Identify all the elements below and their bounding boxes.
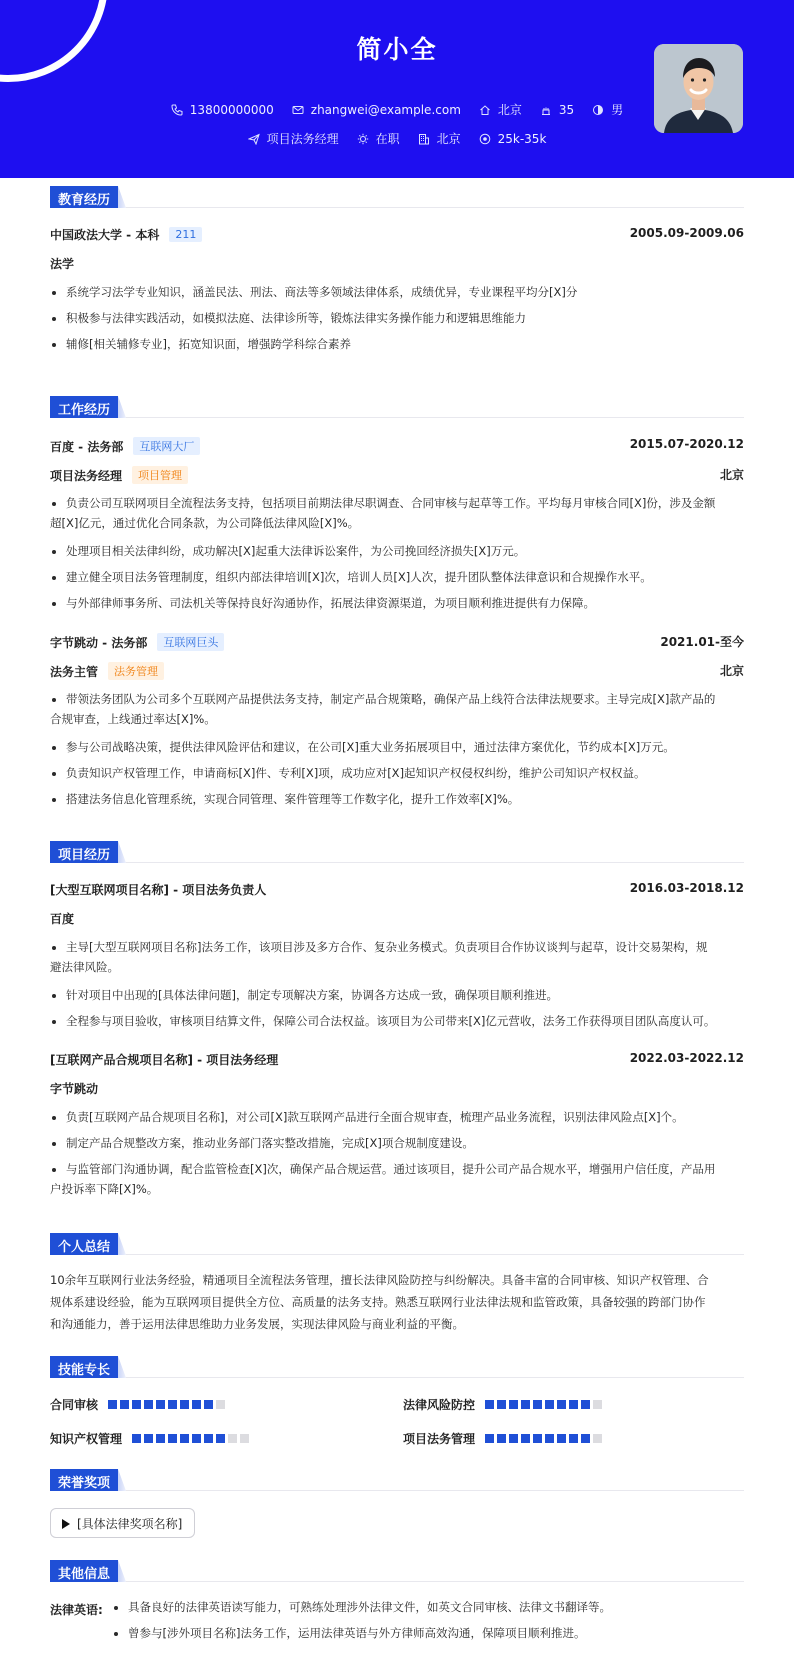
- skill-square-filled: [144, 1400, 153, 1409]
- work-company-line: [50, 633, 744, 651]
- skill-square-filled: [180, 1400, 189, 1409]
- skill-square-filled: [497, 1400, 506, 1409]
- education-section: [50, 186, 744, 351]
- education-header: [50, 186, 744, 208]
- skill-square-filled: [545, 1434, 554, 1443]
- list-item: 建立健全项目法务管理制度，组织内部法律培训[X]次，培训人员[X]人次，提升团队整体法律意识和合规操作水平。: [50, 567, 744, 587]
- skill-square-filled: [156, 1400, 165, 1409]
- list-item: 负责公司互联网项目全流程法务支持，包括项目前期法律尽职调查、合同审核与起草等工作。平均每月审核合同[X]份，涉及金额: [50, 493, 744, 513]
- education-major: 法学: [50, 257, 75, 271]
- education-school-line: [50, 226, 744, 243]
- project-section: [50, 841, 744, 1196]
- gender-text: 男: [611, 103, 624, 117]
- education-title: 教育经历: [50, 186, 118, 208]
- email-item: [292, 103, 461, 117]
- list-item: 系统学习法学专业知识，涵盖民法、刑法、商法等多领域法律体系，成绩优异，专业课程平均分[X]分: [50, 282, 744, 302]
- skill-square-filled: [485, 1434, 494, 1443]
- skill-square-empty: [593, 1400, 602, 1409]
- skill-square-empty: [228, 1434, 237, 1443]
- other-section: [50, 1560, 744, 1640]
- list-item: 具备良好的法律英语读写能力，可熟练处理涉外法律文件，如英文合同审核、法律文书翻译等。: [112, 1597, 744, 1617]
- skill-name: 法律风险防控: [403, 1398, 476, 1412]
- company-name: 字节跳动 - 法务部: [50, 636, 148, 650]
- skill-square-filled: [204, 1434, 213, 1443]
- project-title-line: [50, 881, 744, 898]
- other-title: 其他信息: [50, 1560, 118, 1582]
- list-item: 曾参与[涉外项目名称]法务工作，运用法律英语与外方律师高效沟通，保障项目顺利推进。: [112, 1623, 744, 1643]
- list-item: 处理项目相关法律纠纷，成功解决[X]起重大法律诉讼案件，为公司挽回经济损失[X]万元。: [50, 541, 744, 561]
- work-date: 2021.01-至今: [660, 635, 744, 649]
- age-item: [540, 103, 574, 117]
- skill-square-filled: [192, 1434, 201, 1443]
- age-icon: [540, 104, 552, 116]
- skill-square-filled: [168, 1434, 177, 1443]
- project-title: 项目经历: [50, 841, 118, 863]
- salary-icon: [479, 133, 491, 145]
- avatar-portrait: [654, 44, 743, 133]
- send-icon: [248, 133, 260, 145]
- skill-square-filled: [180, 1434, 189, 1443]
- skill-square-filled: [156, 1434, 165, 1443]
- other-label: 法律英语:: [50, 1603, 103, 1617]
- work-date: 2015.07-2020.12: [629, 437, 744, 451]
- skill-square-filled: [132, 1434, 141, 1443]
- summary-line: 10余年互联网行业法务经验，精通项目全流程法务管理，擅长法律风险防控与纠纷解决。具备丰富的合同审核、知识产权管理、合: [50, 1273, 709, 1287]
- list-item-continued: 户投诉率下降[X]%。: [50, 1182, 159, 1196]
- skill-square-filled: [192, 1400, 201, 1409]
- skill-square-filled: [509, 1400, 518, 1409]
- school-tag: 211: [169, 227, 202, 242]
- company-tag: 互联网巨头: [157, 633, 224, 651]
- list-item: 搭建法务信息化管理系统，实现合同管理、案件管理等工作数字化，提升工作效率[X]%。: [50, 789, 744, 809]
- list-item-continued: 合规审查，上线通过率达[X]%。: [50, 712, 216, 726]
- award-item-button[interactable]: [具体法律奖项名称]: [50, 1508, 195, 1538]
- skill-square-filled: [581, 1400, 590, 1409]
- salary-item: [479, 132, 547, 146]
- school-name: 中国政法大学 - 本科: [50, 228, 160, 242]
- work-role-line: [50, 662, 744, 680]
- role-tag: 法务管理: [108, 662, 164, 680]
- list-item: 与监管部门沟通协调，配合监管检查[X]次，确保产品合规运营。通过该项目，提升公司产品合规水平，增强用户信任度，产品用: [50, 1159, 744, 1179]
- work-city-text: 北京: [436, 132, 461, 146]
- list-item: 积极参与法律实践活动，如模拟法庭、法律诊所等，锻炼法律实务操作能力和逻辑思维能力: [50, 308, 744, 328]
- project-org: 百度: [50, 912, 75, 926]
- age-text: 35: [558, 102, 575, 117]
- skill-square-filled: [216, 1434, 225, 1443]
- skill-square-empty: [593, 1434, 602, 1443]
- list-item-continued: 超[X]亿元，通过优化合同条款，为公司降低法律风险[X]%。: [50, 516, 360, 530]
- home-icon: [479, 104, 491, 116]
- skill-name: 合同审核: [50, 1398, 99, 1412]
- project-name: [互联网产品合规项目名称] - 项目法务经理: [50, 1053, 279, 1067]
- role-tag: 项目管理: [132, 466, 188, 484]
- skill-square-empty: [216, 1400, 225, 1409]
- summary-header: [50, 1233, 744, 1255]
- skill-name: 项目法务管理: [403, 1432, 476, 1446]
- list-item: 与外部律师事务所、司法机关等保持良好沟通协作，拓展法律资源渠道，为项目顺利推进提供有力保障。: [50, 593, 744, 613]
- city-text: 北京: [497, 103, 522, 117]
- skill-square-filled: [521, 1434, 530, 1443]
- resume-header: [0, 0, 794, 178]
- skill-square-filled: [144, 1434, 153, 1443]
- awards-header: [50, 1469, 744, 1491]
- role-name: 项目法务经理: [50, 469, 123, 483]
- position-item: [248, 130, 339, 147]
- status-text: 在职: [375, 132, 400, 146]
- project-date: 2022.03-2022.12: [629, 1051, 744, 1065]
- skill-square-filled: [108, 1400, 117, 1409]
- summary-section: [50, 1233, 744, 1331]
- salary-text: 25k-35k: [497, 131, 547, 146]
- phone-text: 13800000000: [189, 102, 274, 117]
- skill-square-filled: [545, 1400, 554, 1409]
- company-name: 百度 - 法务部: [50, 440, 124, 454]
- summary-title: 个人总结: [50, 1233, 118, 1255]
- project-org: 字节跳动: [50, 1082, 99, 1096]
- skill-item: [403, 1430, 605, 1447]
- skills-header: [50, 1356, 744, 1378]
- position-text: 项目法务经理: [266, 132, 339, 146]
- skill-square-filled: [521, 1400, 530, 1409]
- building-icon: [418, 133, 430, 145]
- skill-square-filled: [569, 1400, 578, 1409]
- status-icon: [357, 133, 369, 145]
- avatar: [654, 44, 743, 133]
- skill-square-empty: [240, 1434, 249, 1443]
- project-header: [50, 841, 744, 863]
- summary-line: 和沟通能力，善于运用法律思维助力业务发展，实现法律风险与商业利益的平衡。: [50, 1317, 464, 1331]
- other-header: [50, 1560, 744, 1582]
- skill-square-filled: [485, 1400, 494, 1409]
- work-header: [50, 396, 744, 418]
- skill-item: [50, 1430, 252, 1447]
- phone-icon: [171, 104, 183, 116]
- list-item: 主导[大型互联网项目名称]法务工作，该项目涉及多方合作、复杂业务模式。负责项目合作协议谈判与起草，设计交易架构，规: [50, 937, 744, 957]
- skill-square-filled: [509, 1434, 518, 1443]
- skill-level-bar: [108, 1400, 228, 1409]
- gender-icon: [592, 104, 604, 116]
- list-item: 针对项目中出现的[具体法律问题]，制定专项解决方案，协调各方达成一致，确保项目顺利推进。: [50, 985, 744, 1005]
- status-item: [357, 130, 400, 147]
- skill-square-filled: [557, 1434, 566, 1443]
- skill-name: 知识产权管理: [50, 1432, 123, 1446]
- project-title-line: [50, 1051, 744, 1068]
- work-city: 北京: [719, 468, 744, 482]
- list-item: 带领法务团队为公司多个互联网产品提供法务支持，制定产品合规策略，确保产品上线符合法律法规要求。主导完成[X]款产品的: [50, 689, 744, 709]
- work-city: 北京: [719, 664, 744, 678]
- company-tag: 互联网大厂: [133, 437, 200, 455]
- skill-square-filled: [204, 1400, 213, 1409]
- skill-item: [403, 1396, 605, 1413]
- email-text: zhangwei@example.com: [310, 102, 461, 117]
- list-item-continued: 避法律风险。: [50, 960, 119, 974]
- project-name: [大型互联网项目名称] - 项目法务负责人: [50, 883, 267, 897]
- skill-square-filled: [533, 1400, 542, 1409]
- mail-icon: [292, 104, 304, 116]
- skill-level-bar: [485, 1434, 605, 1443]
- awards-title: 荣誉奖项: [50, 1469, 118, 1491]
- list-item: 负责知识产权管理工作，申请商标[X]件、专利[X]项，成功应对[X]起知识产权侵权纠纷，维护公司知识产权权益。: [50, 763, 744, 783]
- list-item: 全程参与项目验收，审核项目结算文件，保障公司合法权益。该项目为公司带来[X]亿元营收，法务工作获得项目团队高度认可。: [50, 1011, 744, 1031]
- skill-square-filled: [497, 1434, 506, 1443]
- skill-square-filled: [569, 1434, 578, 1443]
- gender-item: [592, 101, 623, 118]
- candidate-name: 简小全: [356, 35, 438, 64]
- skills-section: [50, 1356, 744, 1446]
- list-item: 负责[互联网产品合规项目名称]，对公司[X]款互联网产品进行全面合规审查，梳理产品业务流程，识别法律风险点[X]个。: [50, 1107, 744, 1127]
- skill-square-filled: [168, 1400, 177, 1409]
- work-role-line: [50, 466, 744, 484]
- skill-level-bar: [485, 1400, 605, 1409]
- skill-square-filled: [581, 1434, 590, 1443]
- city-item: [479, 101, 522, 118]
- work-title: 工作经历: [50, 396, 118, 418]
- list-item: 制定产品合规整改方案，推动业务部门落实整改措施，完成[X]项合规制度建设。: [50, 1133, 744, 1153]
- awards-section: [50, 1469, 744, 1531]
- work-company-line: [50, 437, 744, 455]
- work-city-item: [418, 130, 461, 147]
- phone-item: [171, 103, 274, 117]
- skill-square-filled: [120, 1400, 129, 1409]
- skill-square-filled: [533, 1434, 542, 1443]
- skill-level-bar: [132, 1434, 252, 1443]
- skill-item: [50, 1396, 228, 1413]
- list-item: 辅修[相关辅修专业]，拓宽知识面，增强跨学科综合素养: [50, 334, 744, 354]
- project-date: 2016.03-2018.12: [629, 881, 744, 895]
- skills-title: 技能专长: [50, 1356, 118, 1378]
- work-section: [50, 396, 744, 806]
- list-item: 参与公司战略决策，提供法律风险评估和建议，在公司[X]重大业务拓展项目中，通过法律方案优化，节约成本[X]万元。: [50, 737, 744, 757]
- education-date: 2005.09-2009.06: [629, 226, 744, 240]
- summary-line: 规体系建设经验，能为互联网项目提供全方位、高质量的法务支持。熟悉互联网行业法律法规和监管政策，具备较强的跨部门协作: [50, 1295, 706, 1309]
- skill-square-filled: [557, 1400, 566, 1409]
- skill-square-filled: [132, 1400, 141, 1409]
- role-name: 法务主管: [50, 665, 99, 679]
